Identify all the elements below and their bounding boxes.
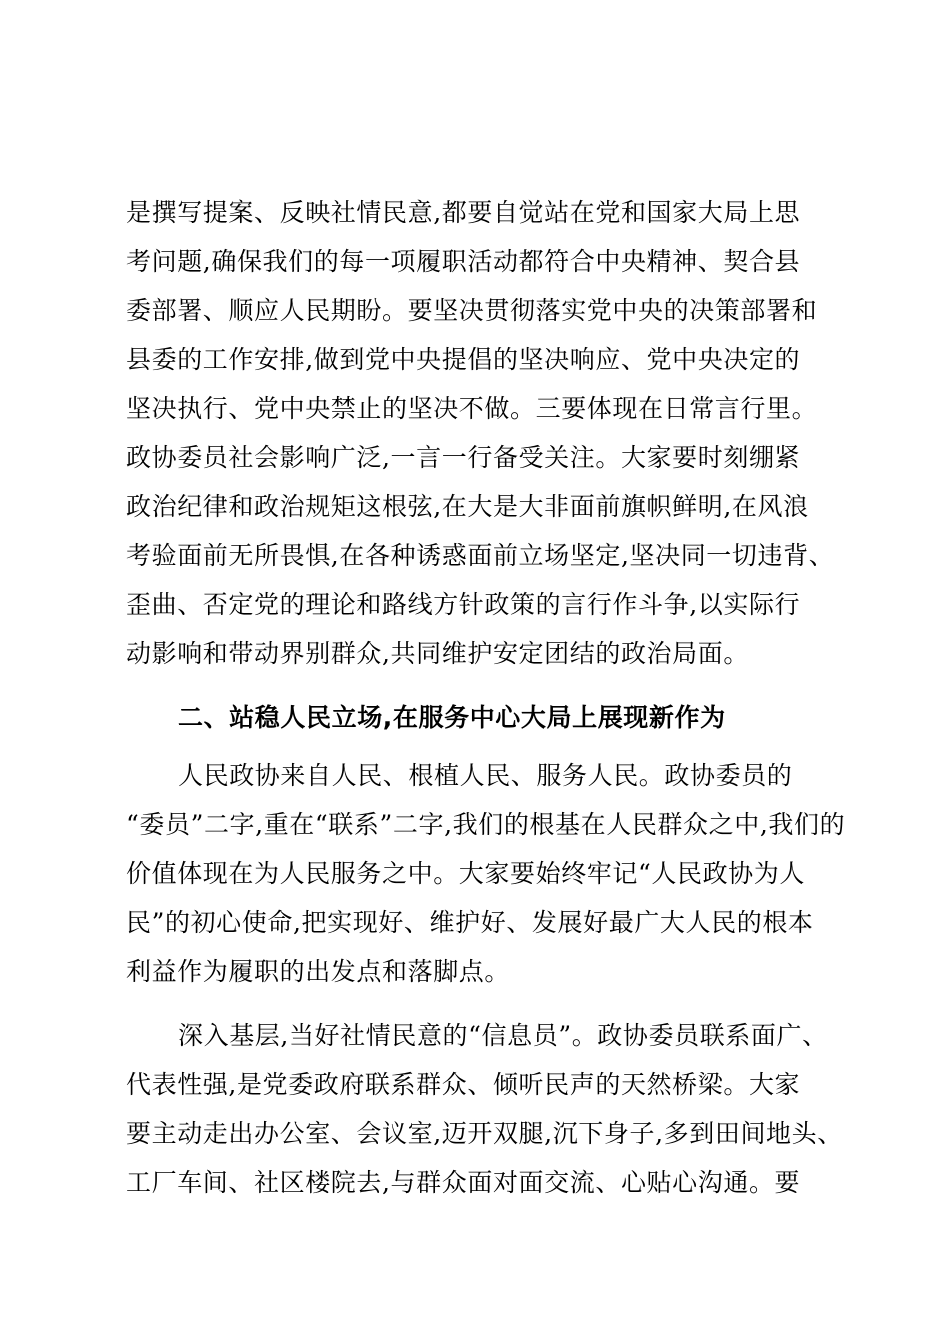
paragraph-2-line-2: “委员”二字,重在“联系”二字,我们的根基在人民群众之中,我们的 — [126, 810, 846, 839]
section-heading: 二、站稳人民立场,在服务中心大局上展现新作为 — [178, 703, 726, 732]
paragraph-2-line-1: 人民政协来自人民、根植人民、服务人民。政协委员的 — [178, 761, 793, 790]
paragraph-1-line-10: 动影响和带动界别群众,共同维护安定团结的政治局面。 — [126, 639, 749, 668]
paragraph-2-line-4: 民”的初心使命,把实现好、维护好、发展好最广大人民的根本 — [126, 908, 814, 937]
paragraph-2-line-3: 价值体现在为人民服务之中。大家要始终牢记“人民政协为人 — [126, 859, 805, 888]
paragraph-2-line-5: 利益作为履职的出发点和落脚点。 — [126, 957, 511, 986]
paragraph-1-line-8: 考验面前无所畏惧,在各种诱惑面前立场坚定,坚决同一切违背、 — [126, 541, 835, 570]
paragraph-1-line-7: 政治纪律和政治规矩这根弦,在大是大非面前旗帜鲜明,在风浪 — [126, 492, 809, 521]
paragraph-1-line-9: 歪曲、否定党的理论和路线方针政策的言行作斗争,以实际行 — [126, 590, 801, 619]
paragraph-1-line-6: 政协委员社会影响广泛,一言一行备受关注。大家要时刻绷紧 — [126, 443, 801, 472]
paragraph-1-line-5: 坚决执行、党中央禁止的坚决不做。三要体现在日常言行里。 — [126, 394, 818, 423]
paragraph-1-line-4: 县委的工作安排,做到党中央提倡的坚决响应、党中央决定的 — [126, 345, 801, 374]
paragraph-1-line-1: 是撰写提案、反映社情民意,都要自觉站在党和国家大局上思 — [126, 198, 801, 227]
paragraph-3-line-1: 深入基层,当好社情民意的“信息员”。政协委员联系面广、 — [178, 1021, 828, 1050]
paragraph-1-line-2: 考问题,确保我们的每一项履职活动都符合中央精神、契合县 — [126, 247, 801, 276]
paragraph-3-line-3: 要主动走出办公室、会议室,迈开双腿,沉下身子,多到田间地头、 — [126, 1119, 843, 1148]
paragraph-3-line-2: 代表性强,是党委政府联系群众、倾听民声的天然桥梁。大家 — [126, 1070, 801, 1099]
paragraph-1-line-3: 委部署、顺应人民期盼。要坚决贯彻落实党中央的决策部署和 — [126, 296, 818, 325]
paragraph-3-line-4: 工厂车间、社区楼院去,与群众面对面交流、心贴心沟通。要 — [126, 1168, 801, 1197]
